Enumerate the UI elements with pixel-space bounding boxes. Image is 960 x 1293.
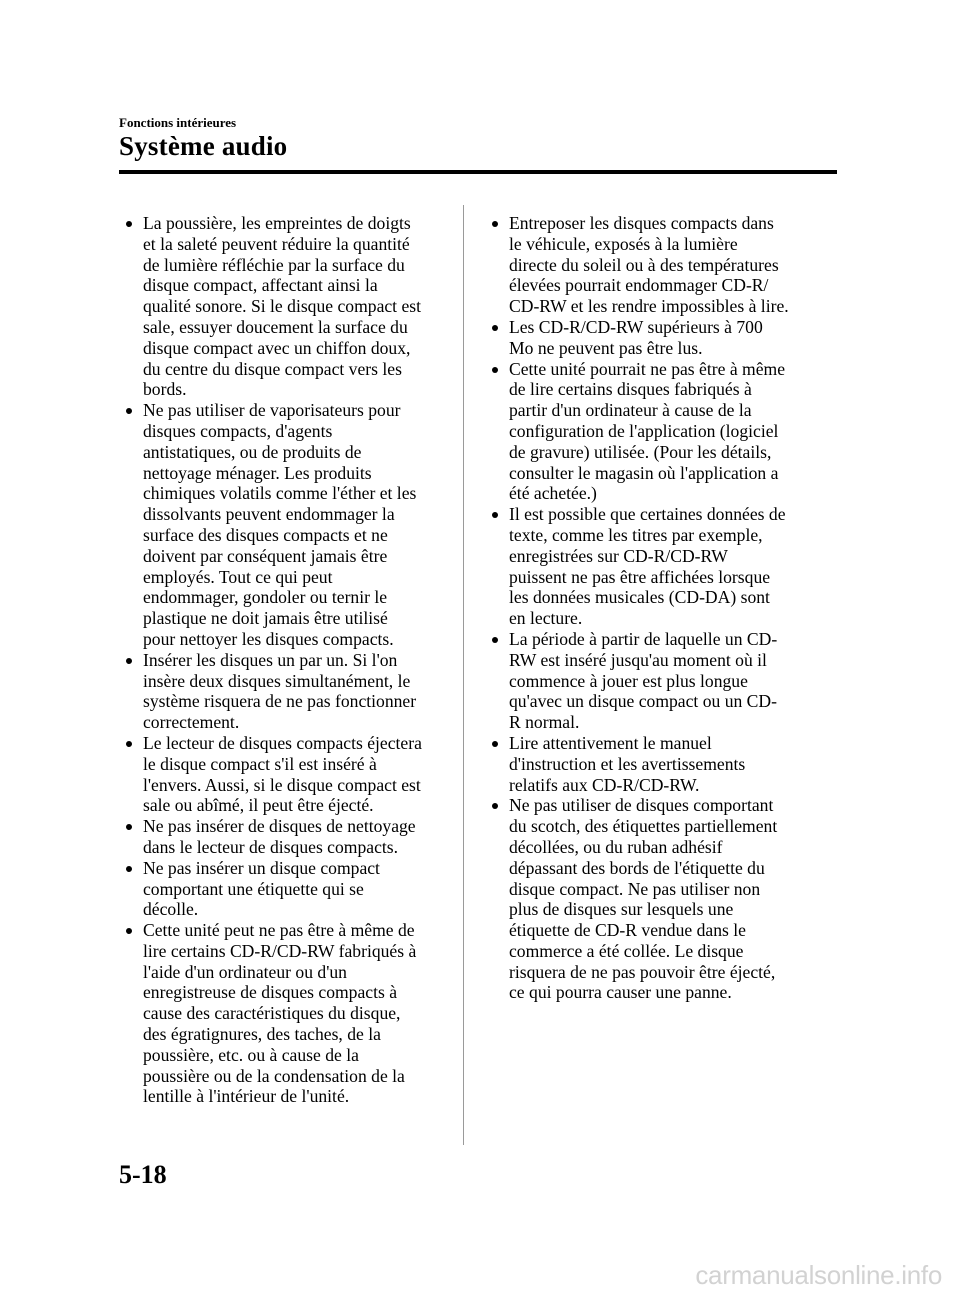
bullet-text: La poussière, les empreintes de doigts et la saleté peuvent réduire la quantité de lumière réfléchie par la surface du disque compact, affectant ainsi la qualité sonore. Si le disque compact est sale, essuyer doucement la surface du disque compact avec un chiffon doux, du centre du disque compact vers les bords. [143, 213, 422, 400]
bullet-icon [126, 866, 132, 872]
bullet-item [490, 629, 820, 733]
bullet-item [490, 504, 820, 629]
bullet-icon [126, 658, 132, 664]
bullet-text: Il est possible que certaines données de texte, comme les titres par exemple, enregistrées sur CD-R/CD-RW puissent ne pas être affichées lorsque les données musicales (CD-DA) sont en lecture. [509, 504, 786, 629]
bullet-text: Cette unité pourrait ne pas être à même de lire certains disques fabriqués à partir d'un ordinateur à cause de la configuration de l'application (logiciel de gravure) utilisée. (Pour les détails, consulter le magasin où l'application a été achetée.) [509, 358, 786, 504]
bullet-text: Ne pas insérer de disques de nettoyage dans le lecteur de disques compacts. [143, 816, 416, 857]
bullet-icon [126, 741, 132, 747]
bullet-icon [492, 221, 498, 227]
bullet-text: Ne pas utiliser de disques comportant du scotch, des étiquettes partiellement décollées, ou du ruban adhésif dépassant des bords de l'étiquette du disque compact. Ne pas utiliser non plus de disques sur lesquels une étiquette de CD-R vendue dans le commerce a été collée. Le disque risquera de ne pas pouvoir être éjecté, ce qui pourra causer une panne. [509, 795, 778, 1003]
right-column [490, 213, 820, 1003]
bullet-text: Les CD-R/CD-RW supérieurs à 700 Mo ne peuvent pas être lus. [509, 316, 763, 358]
bullet-icon [492, 325, 498, 331]
bullet-icon [126, 408, 132, 414]
bullet-item [490, 733, 820, 795]
bullet-item [124, 920, 446, 1107]
bullet-text: La période à partir de laquelle un CD- RW est inséré jusqu'au moment où il commence à jouer est plus longue qu'avec un disque compact ou un CD- R normal. [509, 628, 778, 733]
bullet-item [124, 650, 446, 733]
bullet-item [490, 795, 820, 1003]
bullet-item [490, 359, 820, 505]
page-number: 5-18 [119, 1160, 167, 1189]
bullet-icon [126, 928, 132, 934]
title-rule [119, 170, 837, 174]
bullet-item [490, 213, 820, 317]
page-title: Système audio [119, 131, 288, 161]
bullet-item [124, 213, 446, 400]
bullet-text: Ne pas utiliser de vaporisateurs pour disques compacts, d'agents antistatiques, ou de produits de nettoyage ménager. Les produits chimiques volatils comme l'éther et les dissolvants peuvent endommager la surface des disques compacts et ne doivent par conséquent jamais être employés. Tout ce qui peut endommager, gondoler ou ternir le plastique ne doit jamais être utilisé pour nettoyer les disques compacts. [143, 400, 417, 649]
bullet-icon [492, 367, 498, 373]
section-label: Fonctions intérieures [119, 115, 237, 130]
bullet-text: Ne pas insérer un disque compact comportant une étiquette qui se décolle. [143, 857, 380, 920]
bullet-item [124, 816, 446, 858]
bullet-item [490, 317, 820, 359]
bullet-text: Cette unité peut ne pas être à même de lire certains CD-R/CD-RW fabriqués à l'aide d'un ordinateur ou d'un enregistreuse de disques compacts à cause des caractéristiques du disque, des égratignures, des taches, de la poussière, etc. ou à cause de la poussière ou de la condensation de la lentille à l'intérieur de l'unité. [143, 920, 417, 1107]
bullet-text: Insérer les disques un par un. Si l'on insère deux disques simultanément, le système risquera de ne pas fonctionner correctement. [143, 649, 417, 733]
bullet-icon [492, 512, 498, 518]
bullet-text: Lire attentivement le manuel d'instruction et les avertissements relatifs aux CD-R/CD-RW. [509, 732, 746, 795]
column-divider [463, 205, 464, 1145]
bullet-item [124, 858, 446, 920]
left-column [124, 213, 446, 1107]
watermark: carmanualsonline.info [695, 1260, 942, 1290]
bullet-text: Entreposer les disques compacts dans le véhicule, exposés à la lumière directe du soleil ou à des températures élevées pourrait endommager CD-R/ CD-RW et les rendre impossibles à lire. [509, 213, 789, 317]
bullet-text: Le lecteur de disques compacts éjectera le disque compact s'il est inséré à l'envers. Aussi, si le disque compact est sale ou abîmé, il peut être éjecté. [143, 732, 422, 816]
bullet-icon [492, 741, 498, 747]
bullet-item [124, 400, 446, 650]
bullet-icon [126, 824, 132, 830]
bullet-item [124, 733, 446, 816]
bullet-icon [126, 221, 132, 227]
bullet-icon [492, 803, 498, 809]
bullet-icon [492, 637, 498, 643]
